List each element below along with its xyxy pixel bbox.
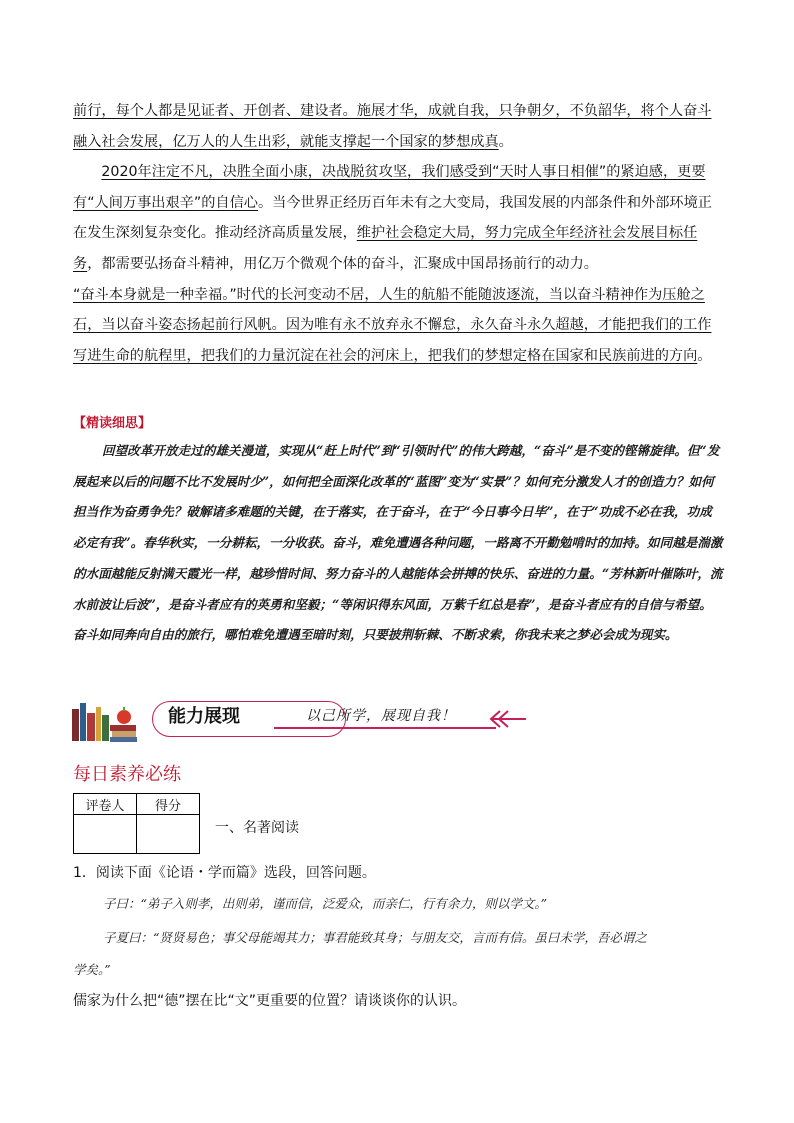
question-1: 1．阅读下面《论语・学而篇》选段，回答问题。 <box>73 865 376 881</box>
essay-segment: 。当今世界正经历百年未有之大变局，我国发展的内部条件和外部环境正在发生深刻复杂变化。推动经济高质量发展， <box>73 194 712 242</box>
essay-segment: 斗融入社会发展，亿万人的人生出彩，就能支撑起一个国家的梦想成真 <box>73 103 712 150</box>
arrow-left-icon <box>488 709 528 729</box>
banner-subtitle: 以己所学，展现自我！ <box>306 708 456 724</box>
quote-2-cont: 学矣。” <box>73 962 111 977</box>
essay-segment: 前行，每个人都是见证者、开创者、建设者。施展才华，成就自我，只争朝夕，不负韶华，将个人奋 <box>73 103 698 119</box>
score-header: 得分 <box>137 794 200 815</box>
grader-cell <box>74 815 137 854</box>
banner-underline <box>274 727 496 729</box>
essay-segment: 要有“人间万事出艰辛”的自信心 <box>73 164 706 211</box>
essay-segment: 。 <box>697 347 712 364</box>
essay-segment: 维护社会稳定大局，努力完成全年经济社会发展目标任务 <box>73 225 698 272</box>
grader-header: 评卷人 <box>74 794 137 815</box>
score-cell <box>137 815 200 854</box>
essay-paragraph-3 <box>73 280 723 372</box>
score-table <box>73 793 200 854</box>
quote-1: 子曰：“弟子入则孝，出则弟，谨而信，泛爱众，而亲仁，行有余力，则以学文。” <box>103 896 548 911</box>
section-label: 一、名著阅读 <box>215 820 299 836</box>
daily-practice-title: 每日素养必练 <box>73 764 181 785</box>
essay-segment: ，都需要弘扬奋斗精神，用亿万个微观个体的奋斗，汇聚成中国昂扬前行的动力。 <box>87 255 598 272</box>
books-icon <box>70 695 148 743</box>
banner-title: 能力展现 <box>168 706 240 727</box>
essay-paragraph-2 <box>73 157 723 279</box>
quote-2: 子夏曰：“贤贤易色；事父母能竭其力；事君能致其身；与朋友交，言而有信。虽曰未学，吾必谓之 <box>103 930 647 945</box>
section-title-close-reading: 【精读细思】 <box>73 416 152 431</box>
analysis-paragraph: 回望改革开放走过的雄关漫道，实现从“赶上时代”到“引领时代”的伟大跨越，“奋斗”是不变的铿锵旋律。但“发展起来以后的问题不比不发展时少”，如何把全面深化改革的“蓝图”变为“实景”？如何充分激发人才的创造力？如何担当作为奋勇争先？破解诸多难题的关键，在于落实，在于奋斗，在于“今日事今日毕”，在于“功成不必在我，功成必定有我”。春华秋实，一分耕耘，一分收获。奋斗，难免遭遇各种问题，一路离不开勤勉啃时的加持。如同越是湍激的水面越能反射满天霞光一样，越珍惜时间、努力奋斗的人越能体会拼搏的快乐、奋进的力量。“芳林新叶催陈叶，流水前波让后波”，是奋斗者应有的英勇和坚毅；“等闲识得东风面，万紫千红总是春”，是奋斗者应有的自信与希望。奋斗如同奔向自由的旅行，哪怕难免遭遇至暗时刻，只要披荆斩棘、不断求索，你我未来之梦必会成为现实。 <box>73 443 723 643</box>
essay-paragraph-1 <box>73 96 723 157</box>
essay <box>73 96 723 371</box>
essay-segment: “奋斗本身就是一种幸福。”时代的长河变动不居，人生的航船不能随波逐流，当以奋斗精神作为压舱之石，当以奋斗姿态扬起前行风帆。因为唯有永不放弃永不懈怠，永久奋斗永久超越，才能把我们的工作写进生命的航程里，把我们的力量沉淀在社会的河床上，把我们的梦想定格在国家和民族前进的方向 <box>73 286 712 364</box>
essay-segment: 2020年注定不凡，决胜全面小康，决战脱贫攻坚，我们感受到“天时人事日相催”的紧迫感，更 <box>101 164 692 181</box>
analysis-text <box>73 436 723 651</box>
question-prompt: 儒家为什么把“德”摆在比“文”更重要的位置？请谈谈你的认识。 <box>73 993 467 1009</box>
essay-segment: 。 <box>498 133 513 150</box>
ability-banner <box>70 693 530 745</box>
